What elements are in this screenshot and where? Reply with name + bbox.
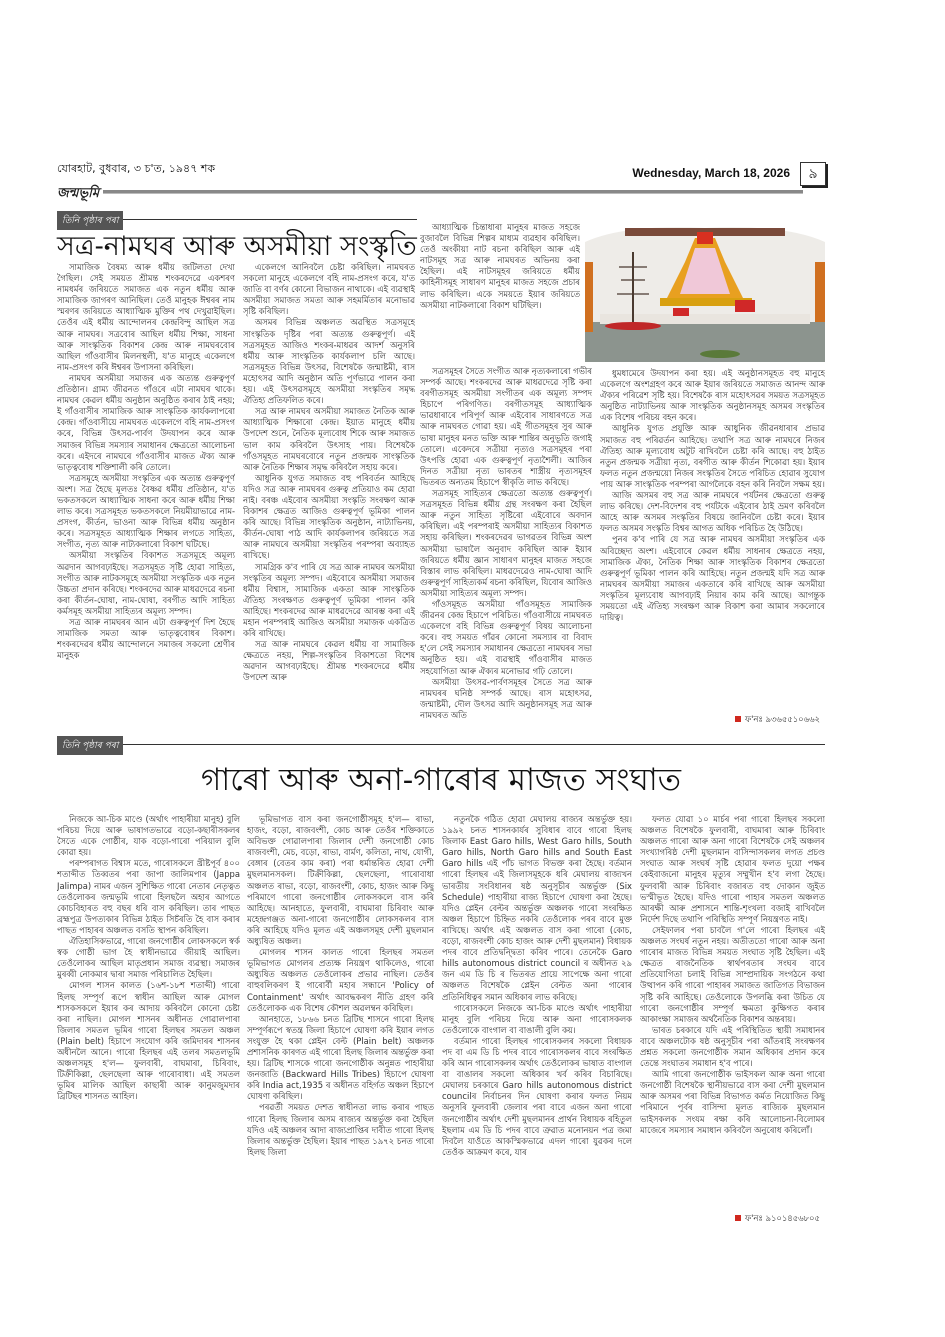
- continued-label: তিনি পৃষ্ঠাৰ পৰা: [57, 736, 123, 755]
- paragraph: আধুনিক যুগত প্ৰযুক্তি আৰু আধুনিক জীৱনধাৰাৰ প্ৰভাৱ সমাজত বহু পৰিৱৰ্তন আহিছে। তথাপি সত্ৰ আৰু নামঘৰে নিজৰ ঐতিহ্য আৰু মূল্যবোধ অটুট ৰাখিবলৈ চেষ্টা কৰি আছে। বহু ঠাইত নতুন প্ৰজন্মক সত্ৰীয়া নৃত্য, বৰগীত আৰু কীৰ্তন শিকোৱা হয়। ইয়াৰ ফলত নতুন প্ৰজন্ময়ো নিজৰ সংস্কৃতিৰ সৈতে পৰিচিত হোৱাৰ সুযোগ পায় আৰু সাংস্কৃতিক পৰম্পৰা আগলৈকে বহন কৰি নিবলৈ সক্ষম হয়।: [600, 423, 825, 489]
- paragraph: সত্ৰ আৰু নামঘৰে কেৱল ধৰ্মীয় বা সামাজিক ক্ষেত্ৰতে নহয়, শিল্প-সংস্কৃতিৰ বিকাশতো বিশেষ অৱদান আগবঢ়াইছে। শ্ৰীমন্ত শংকৰদেৱে ধৰ্মীয় উপদেশ আৰু: [243, 639, 415, 683]
- paragraph: আমি গাৰো জনগোষ্ঠীক ভাইসকল আৰু অনা গাৰো জনগোষ্ঠী বিশেষকৈ স্থানীয়ভাৱে বাস কৰা দেশী মুছলমান আৰু অসমৰ পৰা বিভিন্ন বিভাগত কৰ্মত নিয়োজিত কিছু পৰিমানে পূৰ্বৰ বাসিন্দা মূলত ৰাজ্যিক মুছলমান ভাইসকলক সংযম ৰক্ষা কৰি আলোচনা-বিলোমৰ মাজেৰে সমস্যাৰ সমাধান কৰিবলৈ অনুৰোধ কৰিলোঁ।: [640, 1069, 825, 1135]
- paragraph: মোগল শাসন কালত (১৬শ-১৮শ শতাব্দী) গাৰো হিলছ সম্পূৰ্ণ ৰূপে স্বাধীন আছিল আৰু মোগল শাসকসকলে ইয়াৰ কৰ আদায় কৰিবলৈ কোনো চেষ্টা কৰা নাছিল। মোগল শাসনৰ অধীনত গোৱালপাৰা জিলাৰ সমতল ভূমিৰ গাৰো হিলছৰ সমতল অঞ্চল (Plain belt) হিচাপে সংযোগ কৰি জমিদাৰৰ শাসনৰ অধীনলৈ আনে। গাৰো হিলছৰ এই তলৰ সমতলভূমি অঞ্চলসমূহ হ'ল— ফুলবাৰী, বাঘমাৰা, চিৰিবাং, টিক্ৰীকিল্লা, ছেলছেলা আৰু গাৰোবাধা। এই সমতল ভূমিৰ মালিক আছিল কাছাৰী আৰু কানুমজুমদাৰ ব্ৰিটিছৰ শাসনত আহিল।: [57, 980, 240, 1102]
- paragraph: ফলত যোৱা ১০ মাৰ্চৰ পৰা গাৰো হিলছৰ সকলো অঞ্চলত বিশেষকৈ ফুলবাৰী, বাঘমাৰা আৰু চিৰিবাং অঞ্চলত গাৰো আৰু অনা গাৰো বিশেষকৈ সেই অঞ্চলৰ সংখ্যাগৰিষ্ঠ দেশী মুছলমান বাসিন্দাসকলৰ লগত প্ৰচণ্ড সংঘাত আৰু সংঘৰ্ষ সৃষ্টি হোৱাৰ ফলত দুয়ো পক্ষৰ কেইবাজনো মানুহৰ মৃত্যুৰ সম্মুখীন হ'ব লগা হৈছে। ফুলবাৰী আৰু চিৰিবাং বজাৰত বহু দোকান জুইত ভস্মীভূত হৈছে। যদিও গাৰো পাহাৰ সমতল অঞ্চলত আৰক্ষী আৰু প্ৰশাসনে শান্তি-শৃংখলা বজাই ৰাখিবলৈ নিৰ্দেশ দিছে তথাপি পৰিস্থিতি সম্পূৰ্ণ নিয়ন্ত্ৰণত নাই।: [640, 814, 825, 924]
- paragraph: নামঘৰ অসমীয়া সমাজৰ এক অত্যন্ত গুৰুত্বপূৰ্ণ প্ৰতিষ্ঠান। গ্ৰাম্য জীৱনত গাঁওৰে এটা নামঘৰ থাকে। নামঘৰ কেৱল ধৰ্মীয় অনুষ্ঠান অনুষ্ঠিত কৰাৰ ঠাই নহয়; ই গাঁওবাসীৰ সামাজিক আৰু সাংস্কৃতিক কাৰ্যকলাপৰো কেন্দ্ৰ। গাঁওবাসীয়ে নামঘৰত একেলগে বহি নাম-প্ৰসংগ কৰে, বিভিন্ন উৎসৱ-পাৰ্বণ উদযাপন কৰে আৰু সমাজৰ বিভিন্ন সমস্যাৰ সমাধানৰ ক্ষেত্ৰতো আলোচনা কৰে। এইদৰে নামঘৰে গাঁওবাসীৰ মাজত ঐক্য আৰু ভাতৃত্ববোধ শক্তিশালী কৰি তোলে।: [57, 372, 235, 472]
- paragraph: পৰৱৰ্তী সময়ত দেশত স্বাধীনতা লাভ কৰাৰ পাছত গাৰো হিলছ জিলাৰ অসম ৰাজ্যৰ অন্তৰ্ভুক্ত কৰা হৈছিল যদিও এই অঞ্চলৰ আদা ৰাজ্যপ্ৰাপ্তিৰ দাবীত গাৰো হিলছ জিলাৰ অন্তৰ্ভুক্ত হৈছিল। ইয়াৰ পাছত ১৯৭২ চনত গাৰো হিলছ জিলা: [247, 1102, 434, 1157]
- paragraph: ভাৰত চৰকাৰে যদি এই পৰিস্থিতিত স্থায়ী সমাধানৰ বাবে অঞ্চলটোক ষষ্ঠ অনুসূচীৰ পৰা আঁতৰাই সংৰক্ষণৰ প্ৰশ্নত সকলো জনগোষ্ঠীক সমান অধিকাৰ প্ৰদান কৰে তেন্তে সংঘাতৰ সমাধান হ'ব পাৰে।: [640, 1024, 825, 1069]
- paragraph: সত্ৰ আৰু নামঘৰ অসমীয়া সমাজত নৈতিক আৰু আধ্যাত্মিক শিক্ষাৰো কেন্দ্ৰ। ইয়াত মানুহে ধৰ্মীয় উপদেশ শুনে, নৈতিক মূল্যবোধ শিকে আৰু সমাজত ভাল কাম কৰিবলৈ উৎসাহ পায়। বিশেষকৈ গাঁওসমূহত নামঘৰবোৰে নতুন প্ৰজন্মক সাংস্কৃতিক আৰু নৈতিক শিক্ষাৰ সমৃদ্ধ কৰিবলৈ সহায় কৰে।: [243, 406, 415, 472]
- paragraph: সামাজিক বৈষম্য আৰু ধৰ্মীয় জটিলতা দেখা গৈছিল। সেই সময়ত শ্ৰীমন্ত শংকৰদেৱে একশৰণ নামধৰ্মৰ জৰিয়তে সমাজত এক নতুন ধৰ্মীয় আৰু সামাজিক জাগৰণ আনিছিল। তেওঁ মানুহক ঈশ্বৰৰ নাম স্মৰণৰ জৰিয়তে আধ্যাত্মিক মুক্তিৰ পথ দেখুৱাইছিল। তেওঁৰ এই ধৰ্মীয় আন্দোলনৰ কেন্দ্ৰবিন্দু আছিল সত্ৰ আৰু নামঘৰ। সত্ৰবোৰ আছিল ধৰ্মীয় শিক্ষা, সাধনা আৰু সাংস্কৃতিক বিকাশৰ কেন্দ্ৰ আৰু নামঘৰবোৰ আছিল গাঁওবাসীৰ মিলনস্থলী, য'ত মানুহে একেলগে নাম-প্ৰসংগ কৰি ঈশ্বৰৰ উপাসনা কৰিছিল।: [57, 262, 235, 372]
- paragraph: অসমীয়া উৎসৱ-পাৰ্বণসমূহৰ সৈতে সত্ৰ আৰু নামঘৰৰ ঘনিষ্ঠ সম্পৰ্ক আছে। ৰাস মহোৎসৱ, জন্মাষ্টমী, দৌল উৎসৱ আদি অনুষ্ঠানসমূহ সত্ৰ আৰু নামঘৰত অতি: [420, 676, 592, 720]
- paragraph: একেলগে আনিবলৈ চেষ্টা কৰিছিল। নামঘৰত সকলো মানুহে একেলগে বহি নাম-প্ৰসংগ কৰে, য'ত জাতি বা বৰ্ণৰ কোনো বিভাজন নাথাকে। এই ব্যৱস্থাই অসমীয়া সমাজত সমতা আৰু সহমৰ্মিতাৰ মনোভাৱ সৃষ্টি কৰিছিল।: [243, 262, 415, 317]
- paragraph: অসমীয়া সংস্কৃতিৰ বিকাশত সত্ৰসমূহে অমূল্য অৱদান আগবঢ়াইছে। সত্ৰসমূহত সৃষ্টি হোৱা সাহিত্য, সংগীত আৰু নাটকসমূহে অসমীয়া সংস্কৃতিক এক নতুন উচ্চতা প্ৰদান কৰিছে। শংকৰদেৱ আৰু মাধৱদেৱে ৰচনা কৰা কীৰ্তন-ঘোষা, নাম-ঘোষা, বৰগীত আদি সাহিত্য কৰ্মসমূহ অসমীয়া সাহিত্যৰ অমূল্য সম্পদ।: [57, 550, 235, 616]
- paragraph: ভূমিভাগত বাস কৰা জনগোষ্ঠীসমূহ হ'ল— ৰাভা, হাজং, বড়ো, ৰাজবংশী, কোচ আৰু তেওঁৰ শক্তিকাতে অবিভক্ত গোৱালপাৰা জিলাৰ দেশী জনগোষ্ঠী কোচ ৰাজবংশী, মেচ, বড়ো, ৰাভা, বাৰ্মণ, কলিতা, নাথ, যোগী, বেঙ্গাৰ (বেতৰ কাম কৰা) পৰা ধৰ্মান্তৰিত হোৱা দেশী মুছলমানসকল। টিক্ৰীকিল্লা, ছেলছেলা, গাৰোবাধা অঞ্চলত ৰাভা, বড়ো, ৰাজবংশী, কোচ, হাজং আৰু কিছু পৰিমাণে গাৰো জনগোষ্ঠীৰ লোকসকলে বাস কৰি আহিছে। আনহাতে, ফুলবাৰী, বাঘমাৰা চিৰিবাং আৰু মহেন্দ্ৰগঞ্জত অনা-গাৰো জনগোষ্ঠীৰ লোকসকলৰ বাস কৰি আহিছে যদিও মূলত এই অঞ্চলসমূহ দেশী মুছলমান অধ্যুষিত অঞ্চল।: [247, 814, 434, 947]
- paragraph: পুনৰ ক'ব পাৰি যে সত্ৰ আৰু নামঘৰ অসমীয়া সংস্কৃতিৰ এক অবিচ্ছেদ্য অংশ। এইবোৰে কেৱল ধৰ্মীয় সাধনাৰ ক্ষেত্ৰতে নহয়, সামাজিক ঐক্য, নৈতিক শিক্ষা আৰু সাংস্কৃতিক বিকাশৰ ক্ষেত্ৰতো গুৰুত্বপূৰ্ণ ভূমিকা পালন কৰি আহিছে। নতুন প্ৰজন্মই যদি সত্ৰ আৰু নামঘৰৰ অসমীয়া সমাজৰ একতাৰে কৰি ৰাখিছে আৰু অসমীয়া সংস্কৃতিৰ মূল্যবোধ আগবঢ়াই নিয়াৰ কাম কৰি আছে। আগন্তুক সময়তো এই ঐতিহ্য সংৰক্ষণ আৰু বিকাশ কৰা আমাৰ সকলোৰে দায়িত্ব।: [600, 534, 825, 623]
- masthead-logo: জন্মভূমি: [57, 184, 103, 205]
- paragraph: সত্ৰসমূহে অসমীয়া সংস্কৃতিৰ এক অত্যন্ত গুৰুত্বপূৰ্ণ অংশ। সত্ৰ হৈছে মূলতঃ বৈষ্ণৱ ধৰ্মীয় প্ৰতিষ্ঠান, য'ত ভকতসকলে আধ্যাত্মিক সাধনা কৰে আৰু ধৰ্মীয় শিক্ষা লাভ কৰে। সত্ৰসমূহত ভকতসকলে নিয়মীয়াভাৱে নাম-প্ৰসংগ, কীৰ্তন, ভাওনা আৰু বিভিন্ন ধৰ্মীয় অনুষ্ঠান কৰে। সত্ৰসমূহত আধ্যাত্মিক শিক্ষাৰ লগতে সাহিত্য, সংগীত, নৃত্য আৰু নাট্যকলাৰো বিকাশ ঘটিছে।: [57, 472, 235, 550]
- section-rule: [57, 744, 825, 745]
- paragraph: ধুমধামেৰে উদযাপন কৰা হয়। এই অনুষ্ঠানসমূহত বহু মানুহে একেলগে অংশগ্ৰহণ কৰে আৰু ইয়াৰ জৰিয়তে সমাজত আনন্দ আৰু ঐক্যৰ পৰিৱেশ সৃষ্টি হয়। বিশেষকৈ ৰাস মহোৎসৱৰ সময়ত সত্ৰসমূহত অনুষ্ঠিত নাট্যাভিনয় আৰু সাংস্কৃতিক অনুষ্ঠানসমূহ অসমৰ সংস্কৃতিৰ এক বিশেষ পৰিচয় বহন কৰে।: [600, 368, 825, 423]
- article-headline: সত্ৰ-নামঘৰ আৰু অসমীয়া সংস্কৃতি: [57, 231, 417, 262]
- paragraph: নিজকে আ-চিক মাণ্ডে (অৰ্থাৎ পাহাৰীয়া মানুহ) বুলি পৰিচয় দিয়ে আৰু ভাষাগতভাৱে বড়ো-কছাৰীসকলৰ সৈতে একে গোষ্ঠীৰ, যাক বড়ো-গাৰো পৰিয়াল বুলি কোৱা হয়।: [57, 814, 240, 858]
- page-number: ৯: [800, 162, 826, 186]
- paragraph: পৰম্পৰাগত বিশ্বাস মতে, গাৰোসকলে খ্ৰীষ্টপূৰ্ব ৪০০ শতাব্দীত তিব্বতৰ পৰা জাপা জালিমপাৰ (Jappa Jalimpa) নামৰ এজন সুশিক্ষিত গাৰো নেতাৰ নেতৃত্বত তেওঁলোকৰ জন্মভূমি গাৰো হিলছলৈ অহাৰ আগতে কোচবিহাৰত বহু বছৰ ধৰি বাস কৰিছিল। তাৰ পাছত ব্ৰহ্মপুত্ৰ উপত্যকাৰ বিভিন্ন ঠাইত সিচঁৰতি হৈ বাস কৰাৰ পাছত পাহাৰৰ অঞ্চলত বসতি স্থাপন কৰিছিল।: [57, 858, 240, 935]
- paragraph: বৰ্তমান গাৰো হিলছৰ গাৰোসকলৰ সকলো বিধায়ক পদ বা এম ডি চি পদৰ বাবে গাৰোসকলৰ বাবে সংৰক্ষিত কৰি আন গাৰোসকলৰ অৰ্থাৎ তেওঁলোকৰ ভাষাত বাংগাল বা বাঙালৰ সকলো অধিকাৰ খৰ্ব কৰিব বিচাৰিছে। মেঘালয় চৰকাৰে Garo hills autonomous district councilৰ নিৰ্বাচনৰ দিন ঘোষণা কৰাৰ ফলত নিয়ম অনুসৰি ফুলবাৰী জেলাৰ পৰা বাবে এজন অনা গাৰো জনগোষ্ঠীৰ অৰ্থাৎ দেশী মুছলমানৰ প্ৰাৰ্থন বিধায়ক ৰহিতুল ইছলাম এম ডি চি পদৰ বাবে ত্ৰুৱাত মনোনয়ন পত্ৰ জমা দিবলৈ যাওঁতে আকস্মিকভাৱে এদল গাৰো যুৱকৰ দলে তেওঁক আক্ৰমণ কৰে, যাৰ: [442, 1035, 632, 1157]
- paragraph: সত্ৰ আৰু নামঘৰৰ আন এটা গুৰুত্বপূৰ্ণ দিশ হৈছে সামাজিক সমতা আৰু ভাতৃত্ববোধৰ বিকাশ। শংকৰদেৱৰ ধৰ্মীয় আন্দোলনে সমাজৰ সকলো শ্ৰেণীৰ মানুহক: [57, 617, 235, 661]
- paragraph: সত্ৰসমূহৰ সৈতে সংগীত আৰু নৃত্যকলাৰো গভীৰ সম্পৰ্ক আছে। শংকৰদেৱ আৰু মাধৱদেৱে সৃষ্টি কৰা বৰগীতসমূহ অসমীয়া সংগীতৰ এক অমূল্য সম্পদ হিচাপে পৰিগণিত। বৰগীতসমূহ আধ্যাত্মিক ভাৱধাৰাৰে পৰিপূৰ্ণ আৰু এইবোৰ সাধাৰণতে সত্ৰ আৰু নামঘৰত গোৱা হয়। এই গীতসমূহৰ সুৰ আৰু ভাষা মানুহৰ মনত ভক্তি আৰু শান্তিৰ অনুভূতি জগাই তোলে। একেদৰে সত্ৰীয়া নৃত্যও সত্ৰসমূহৰ পৰা উৎপত্তি হোৱা এক গুৰুত্বপূৰ্ণ নৃত্যশৈলী। আজিৰ দিনত সত্ৰীয়া নৃত্য ভাৰতৰ শাস্ত্ৰীয় নৃত্যসমূহৰ ভিতৰত অন্যতম হিচাপে স্বীকৃতি লাভ কৰিছে।: [420, 366, 592, 487]
- paragraph: গাঁওসমূহত অসমীয়া গাঁওসমূহত সামাজিক জীৱনৰ কেন্দ্ৰ হিচাপে পৰিচিত। গাঁওবাসীয়ে নামঘৰত একেলগে বহি বিভিন্ন গুৰুত্বপূৰ্ণ বিষয় আলোচনা কৰে। বহু সময়ত গাঁৱৰ কোনো সমস্যাৰ বা বিবাদ হ'লে সেই সমস্যাৰ সমাধানৰ ক্ষেত্ৰতো নামঘৰৰ সভা অনুষ্ঠিত হয়। এই ব্যৱস্থাই গাঁওবাসীৰ মাজত সহযোগিতা আৰু ঐক্যৰ মনোভাৱ গঢ়ি তোলে।: [420, 598, 592, 676]
- article-column: [243, 262, 415, 728]
- phone-marker-icon: [735, 1215, 741, 1221]
- article-column: [420, 222, 580, 362]
- article-column: [57, 814, 240, 1226]
- article-headline: গাৰো আৰু অনা-গাৰোৰ মাজত সংঘাত: [200, 762, 682, 798]
- paragraph: সত্ৰসমূহ সাহিত্যৰ ক্ষেত্ৰতো অত্যন্ত গুৰুত্বপূৰ্ণ। সত্ৰসমূহত বিভিন্ন ধৰ্মীয় গ্ৰন্থ সংৰক্ষণ কৰা হৈছিল আৰু নতুন সাহিত্য সৃষ্টিৰো এইবোৰে অবদান কৰিছিল। এই পৰম্পৰাই অসমীয়া সাহিত্যৰ বিকাশত সহায় কৰিছিল। শংকৰদেৱৰ ভাগৱতৰ বিভিন্ন অংশ অসমীয়া ভাষালৈ অনুবাদ কৰিছিল আৰু ইয়াৰ জৰিয়তে ধৰ্মীয় জ্ঞান সাধাৰণ মানুহৰ মাজত সহজে বিস্তাৰ লাভ কৰিছিল। মাধৱদেৱেও নাম-ঘোষা আদি গুৰুত্বপূৰ্ণ সাহিত্যকৰ্ম ৰচনা কৰিছিল, যিবোৰ আজিও অসমীয়া সাহিত্যৰ অমূল্য সম্পদ।: [420, 488, 592, 598]
- author-phone: [735, 713, 820, 727]
- continued-label: তিনি পৃষ্ঠাৰ পৰা: [57, 211, 123, 230]
- paragraph: মোগলৰ শাসন কালত গাৰো হিলছৰ সমতল ভূমিভাগত মোগলৰ প্ৰত্যক্ষ নিয়ন্ত্ৰণ থাকিলেও, গাৰো অধ্যুষিত অঞ্চলত তেওঁলোকৰ প্ৰভাৱ নাছিল। তেওঁৰ বাহুবলিকৰণ ই গাৰোৰ্বী মহাৰ সন্ধানে 'Policy of Containment' অৰ্থাৎ আবদ্ধকৰণ নীতি গ্ৰহণ কৰি তেওঁলোকক এক বিশেষ কৌশল অৱলম্বন কৰিছিল।: [247, 947, 434, 1013]
- article-column: [57, 262, 235, 728]
- masthead-rule: [57, 190, 803, 194]
- english-date: Wednesday, March 18, 2026: [632, 166, 790, 180]
- article-column: [600, 368, 825, 698]
- article-column: [420, 366, 592, 728]
- namghar-photo: [585, 222, 825, 362]
- paragraph: ঐতিহাসিকভাৱে, গাৰো জনগোষ্ঠীৰ লোকসকলে স্বৰ্ক স্বক গোষ্ঠী ভাগ হৈ স্বাধীনভাৱে জীয়াই আছিল। তেওঁলোকৰ আছিল মাতৃপ্ৰধান সমাজ ব্যৱস্থা। সমাজৰ মুৰব্বী নোকমাৰ দ্বাৰা সমাজ পৰিচালিত হৈছিল।: [57, 936, 240, 980]
- paragraph: নতুনকৈ গঠিত হোৱা মেঘালয় ৰাজ্যৰ অন্তৰ্ভুক্ত হয়। ১৯৯২ চনত শাসনকাৰ্যৰ সুবিধাৰ বাবে গাৰো হিলছ জিলাক East Garo hills, West Garo hills, South Garo hills, North Garo hills and South East Garo hills এই পাঁচ ভাগত বিভক্ত কৰা হৈছে। বৰ্তমান গাৰো হিলছৰ এই জিলাসমূহকে ধৰি মেঘালয় ৰাজ্যখন ভাৰতীয় সংবিধানৰ ষষ্ঠ অনুসূচীৰ অন্তৰ্ভুক্ত (Six Schedule) পাহাৰীয়া ৰাজ্য হিচাপে ঘোষণা কৰা হৈছে। যদিও প্লেইন বেল্টৰ অন্তৰ্ভুক্ত অঞ্চলক গাৰো সংৰক্ষিত অঞ্চল হিচাপে চিহ্নিত নকৰি তেওঁলোক পৰৰ বাবে মুক্ত ৰাখিছে। অৰ্থাৎ এই অঞ্চলত বাস কৰা গাৰো (কোচ, বড়ো, ৰাজবংশী কোচ হাজং আৰু দেশী মুছলমান) বিধায়ক পদৰ বাবে প্ৰতিদ্বন্দ্বিতা কৰিব পাৰে। তেনেকৈ Garo hills autonomous district council ৰ অধীনত ২৯ জন এম ডি চি ৰ ভিতৰত প্ৰায়ে সাপেক্ষে অনা গাৰো অঞ্চলত বিশেষকৈ প্লেইন বেল্টত অনা গাৰোৰ প্ৰতিনিধিত্বৰ সমান অধিকাৰ লাভ কৰিছে।: [442, 814, 632, 1002]
- dateline: যোৰহাট, বুধবাৰ, ৩ চ'ত, ১৯৪৭ শক: [57, 162, 216, 175]
- paragraph: অসমৰ বিভিন্ন অঞ্চলত অৱস্থিত সত্ৰসমূহে সাংস্কৃতিক দৃষ্টিৰ পৰা অত্যন্ত গুৰুত্বপূৰ্ণ। এই সত্ৰসমূহত আজিও শংকৰ-মাধৱৰ আদৰ্শ অনুসৰি ধৰ্মীয় আৰু সাংস্কৃতিক কাৰ্যকলাপ চলি আছে। সত্ৰসমূহত বিভিন্ন উৎসৱ, বিশেষকৈ জন্মাষ্টমী, ৰাস মহোৎসৱ আদি অনুষ্ঠান অতি পূৰ্ণভাৱে পালন কৰা হয়। এই উৎসৱসমূহে অসমীয়া সংস্কৃতিৰ সমৃদ্ধ ঐতিহ্য প্ৰতিফলিত কৰে।: [243, 317, 415, 406]
- namghar-altar-image: [585, 222, 825, 362]
- paragraph: আজি অসমৰ বহু সত্ৰ আৰু নামঘৰে পৰ্যটনৰ ক্ষেত্ৰতো গুৰুত্ব লাভ কৰিছে। দেশ-বিদেশৰ বহু পৰ্যটকে এইবোৰ ঠাই ভ্ৰমণ কৰিবলৈ আহে আৰু অসমৰ সংস্কৃতিৰ বিষয়ে জানিবলৈ চেষ্টা কৰে। ইয়াৰ ফলত অসমৰ সংস্কৃতি বিশ্বৰ আগত অধিক পৰিচিত হৈ উঠিছে।: [600, 490, 825, 534]
- article-column: [442, 814, 632, 1226]
- paragraph: আধুনিক যুগত সমাজত বহু পৰিবৰ্তন আহিছে যদিও সত্ৰ আৰু নামঘৰৰ গুৰুত্ব প্ৰতিয়াও কম হোৱা নাই। বৰঞ্চ এইবোৰ অসমীয়া সংস্কৃতি সংৰক্ষণ আৰু বিকাশৰ ক্ষেত্ৰত আজিও গুৰুত্বপূৰ্ণ ভূমিকা পালন কৰি আছে। বিভিন্ন সাংস্কৃতিক অনুষ্ঠান, নাট্যাভিনয়, কীৰ্তন-ঘোষা পাঠ আদি কাৰ্যকলাপৰ জৰিয়তে সত্ৰ আৰু নামঘৰে অসমীয়া সংস্কৃতিৰ পৰম্পৰা অব্যাহত ৰাখিছে।: [243, 472, 415, 561]
- paragraph: গাৰোসকলে নিজকে আ-চিক মাণ্ডে অৰ্থাৎ পাহাৰীয়া মানুহ বুলি পৰিচয় দিয়ে আৰু অনা গাৰোসকলক তেওঁলোকে বাংগাল বা বাঙালী বুলি কয়।: [442, 1002, 632, 1035]
- phone-number: ফ'নঃ ৯১০১৪৫৬৮০৫: [745, 1213, 820, 1223]
- paragraph: আধ্যাত্মিক চিন্তাধাৰা মানুহৰ মাজত সহজে বুজাবলৈ বিভিন্ন শিল্পৰ মাধ্যম ব্যৱহাৰ কৰিছিল। তেওঁ অংকীয়া নাট ৰচনা কৰিছিল আৰু এই নাটসমূহ সত্ৰ আৰু নামঘৰত অভিনয় কৰা হৈছিল। এই নাটসমূহৰ জৰিয়তে ধৰ্মীয় কাহিনীসমূহ সাধাৰণ মানুহৰ মাজত সহজে প্ৰচাৰ লাভ কৰিছিল। একে সময়তে ইয়াৰ জৰিয়তে অসমীয়া নাটকলাৰো বিকাশ ঘটিছিল।: [420, 222, 580, 310]
- paragraph: আনহাতে, ১৮৬৬ চনত ব্ৰিটিছ শাসনে গাৰো হিলছ সম্পূৰ্ণৰূপে স্বতন্ত্ৰ জিলা হিচাপে ঘোষণা কৰি ইয়াৰ লগত সংযুক্ত হৈ থকা প্লেইন বেল্ট (Plain belt) অঞ্চলক প্ৰশাসনিক কাৰণত এই গাৰো হিলছ জিলাৰ অন্তৰ্ভুক্ত কৰা হয়। ব্ৰিটিছ শাসকে গাৰো জনগোষ্ঠীক অনুন্নত পাহাৰীয়া জনজাতি (Backward Hills Tribes) হিচাপে ঘোষণা কৰি India act,1935 ৰ অধীনত বহিৰ্গত অঞ্চল হিচাপে ঘোষণা কৰিছিল।: [247, 1013, 434, 1102]
- phone-number: ফ'নঃ ৯৩৬৫৫১০৬৬২: [745, 714, 820, 724]
- article-column: [247, 814, 434, 1226]
- paragraph: সামগ্ৰিক ক'ব পাৰি যে সত্ৰ আৰু নামঘৰ অসমীয়া সংস্কৃতিৰ অমূল্য সম্পদ। এইবোৰে অসমীয়া সমাজৰ ধৰ্মীয় বিশ্বাস, সামাজিক একতা আৰু সাংস্কৃতিক ঐতিহ্য সংৰক্ষণত গুৰুত্বপূৰ্ণ ভূমিকা পালন কৰি আহিছে। শংকৰদেৱ আৰু মাধৱদেৱে আৰম্ভ কৰা এই মহান পৰম্পৰাই আজিও অসমীয়া সমাজক একত্ৰিত কৰি ৰাখিছে।: [243, 561, 415, 639]
- paragraph: সেইফালৰ পৰা চাবলৈ গ'লে গাৰো হিলছৰ এই অঞ্চলত সংঘৰ্ষ নতুন নহয়। অতীততো গাৰো আৰু অনা গাৰোৰ মাজত বিভিন্ন সময়ত সংঘাত সৃষ্টি হৈছিল। এই ক্ষেত্ৰত ৰাজনৈতিক স্বাৰ্থপৰতাৰ সংঘৰ বাবে প্ৰতিযোগিতা চলাই বিভিন্ন সাম্প্ৰদায়িক সংগঠনে কথা উত্থাপন কৰি গাৰো পাহাৰৰ সমাজত জাতিগত বিভাজন সৃষ্টি কৰি আহিছে। তেওঁলোকে উপলব্ধি কৰা উচিত যে গাৰো জনগোষ্ঠীৰ সম্পূৰ্ণ ক্ষমতা কুক্ষিগত কৰাৰ আকাংক্ষা সমাজৰ অৰ্থনৈতিক বিকাশৰ অন্তৰায়।: [640, 924, 825, 1024]
- phone-marker-icon: [735, 716, 741, 722]
- article-column: [640, 814, 825, 1206]
- author-phone: [735, 1212, 820, 1226]
